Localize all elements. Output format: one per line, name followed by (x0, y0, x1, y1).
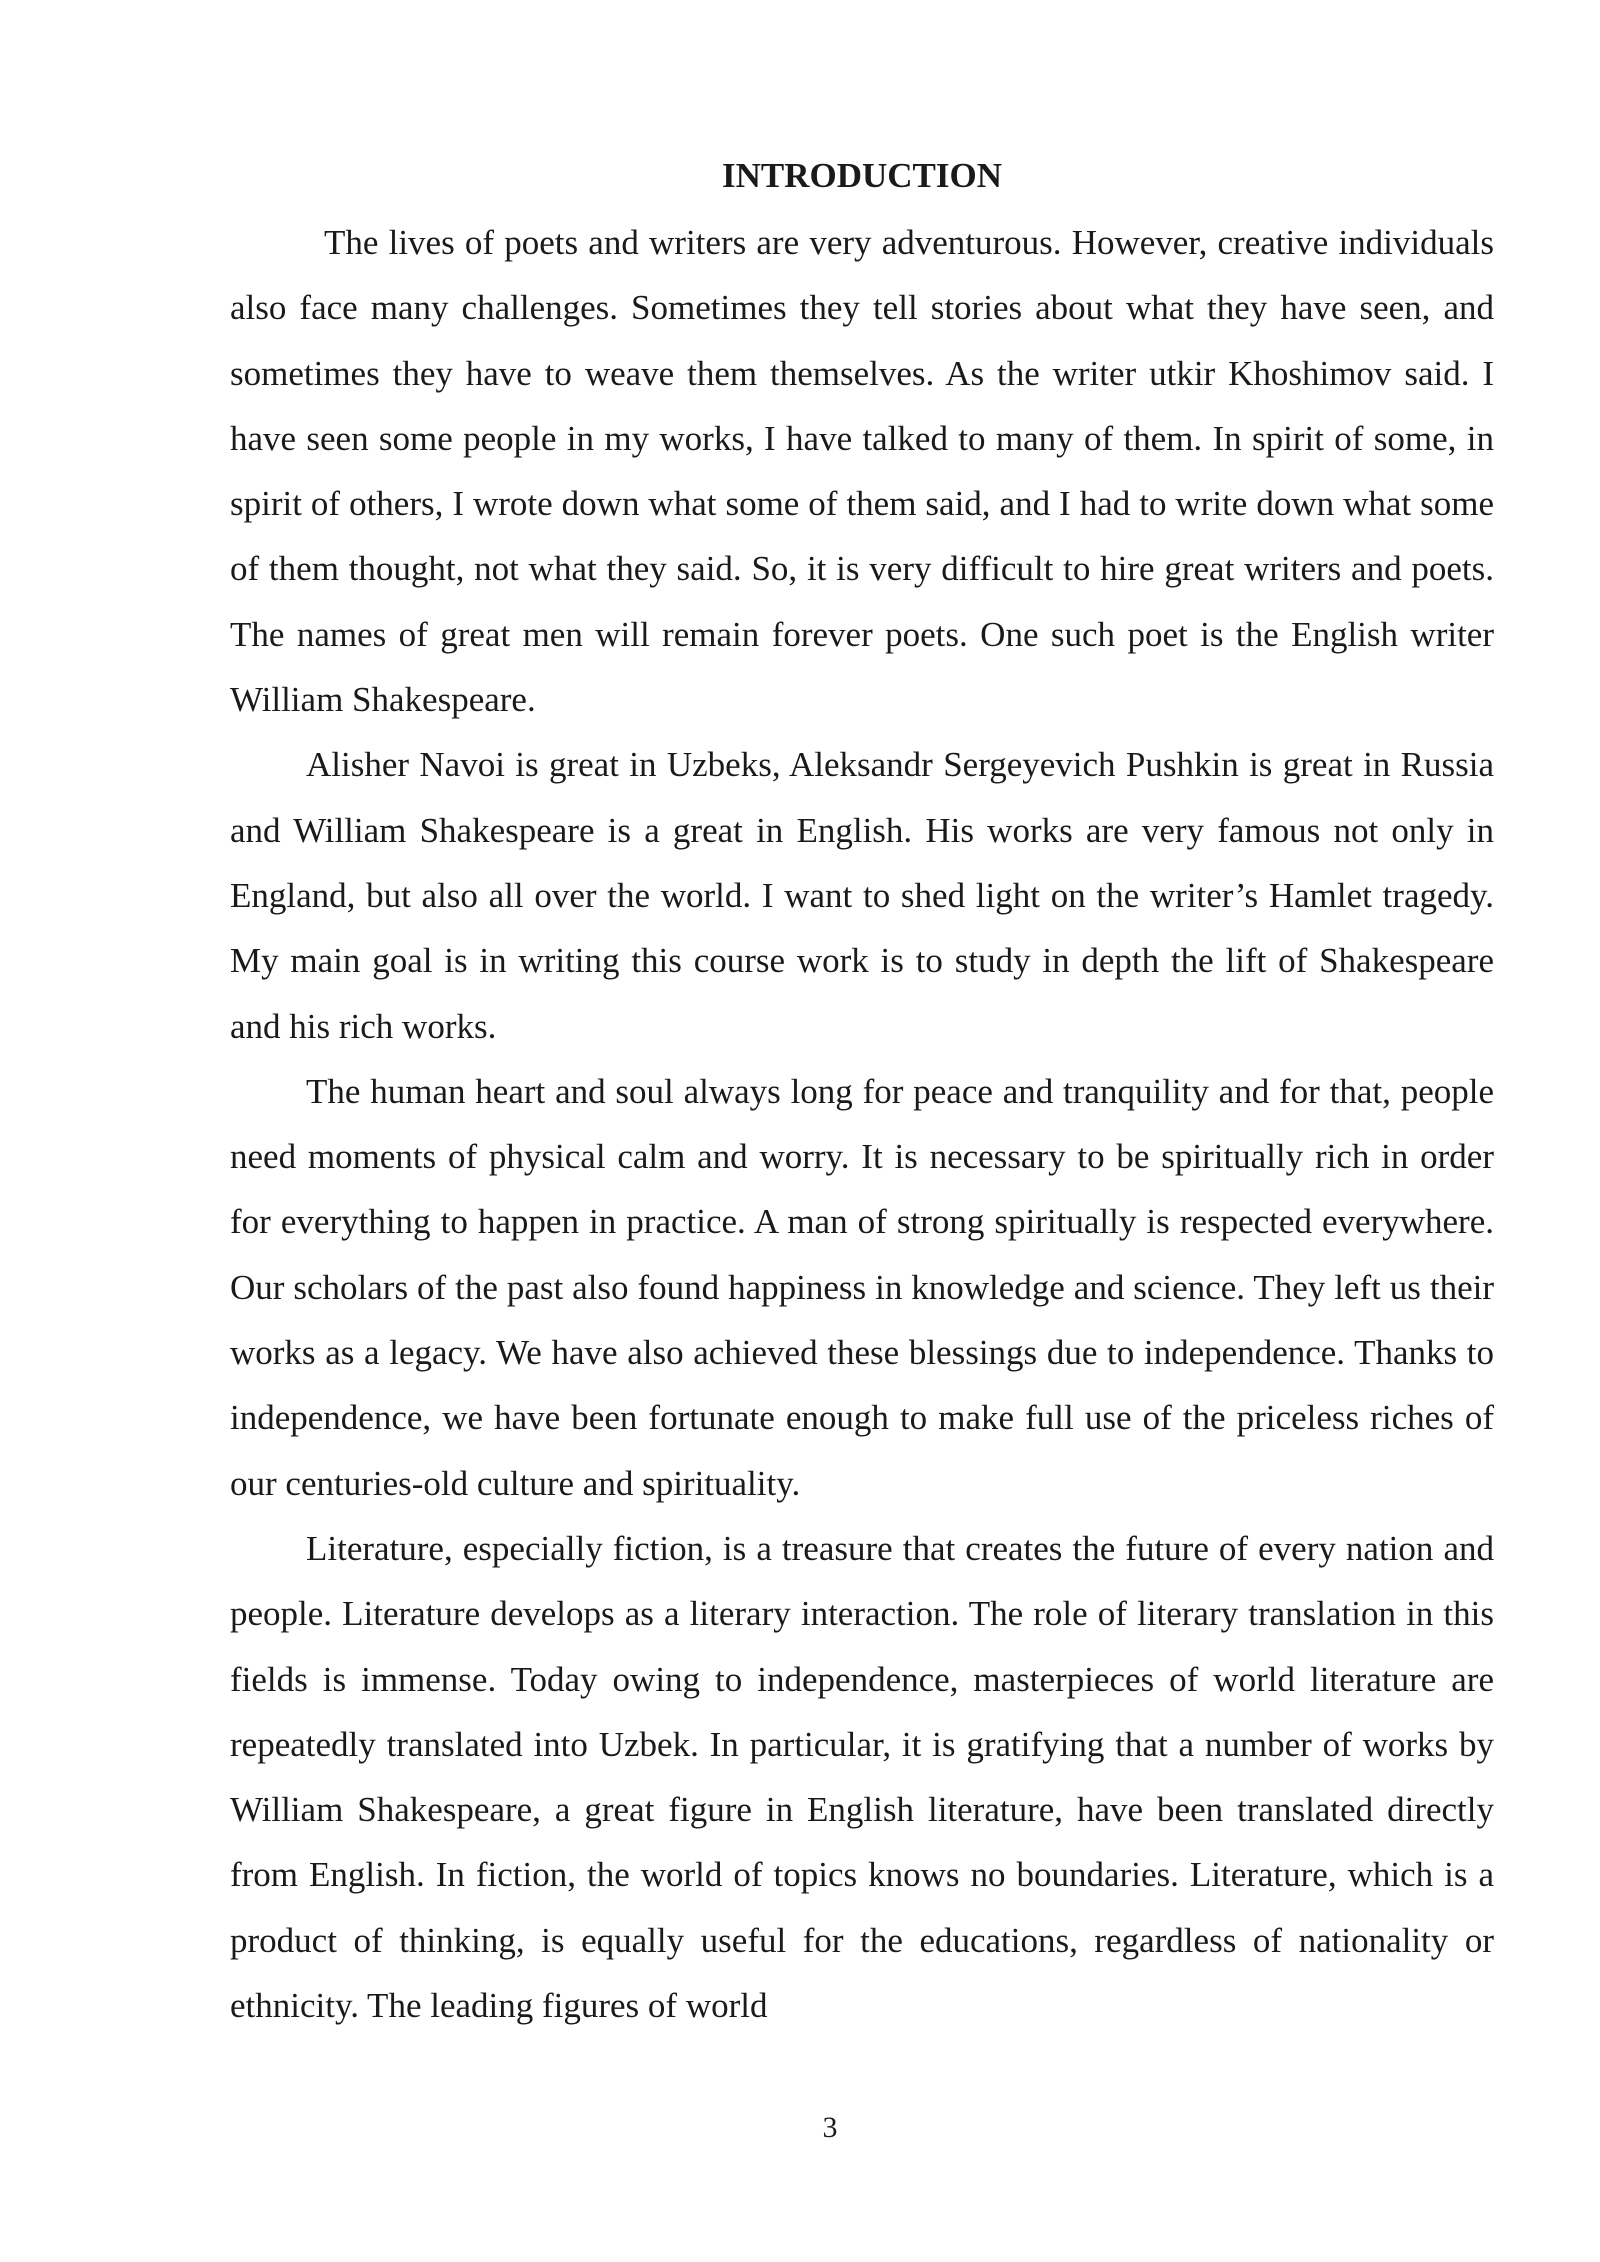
section-heading: INTRODUCTION (721, 156, 1003, 195)
paragraph-3: The human heart and soul always long for peace and tranquility and for that, people need moments of physical calm and worry. It is necessary to be spiritually rich in order for everything to happen in practice. A man of strong spiritually is respected everywhere. Our scholars of the past also found happiness in knowledge and science. They left us their works as a legacy. We have also achieved these blessings due to independence. Thanks to independence, we have been fortunate enough to make full use of the priceless riches of our centuries-old culture and spirituality. (230, 1071, 1494, 1503)
page-body (230, 148, 1494, 2038)
paragraph-4: Literature, especially fiction, is a treasure that creates the future of every nation and people. Literature develops as a literary interaction. The role of literary translation in this fields is immense. Today owing to independence, masterpieces of world literature are repeatedly translated into Uzbek. In particular, it is gratifying that a number of works by William Shakespeare, a great figure in English literature, have been translated directly from English. In fiction, the world of topics knows no boundaries. Literature, which is a product of thinking, is equally useful for the educations, regardless of nationality or ethnicity. The leading figures of world (230, 1528, 1494, 2026)
page-number: 3 (822, 2111, 838, 2144)
paragraph-1: The lives of poets and writers are very adventurous. However, creative individuals also face many challenges. Sometimes they tell stories about what they have seen, and sometimes they have to weave them themselves. As the writer utkir Khoshimov said. I have seen some people in my works, I have talked to many of them. In spirit of some, in spirit of others, I wrote down what some of them said, and I had to write down what some of them thought, not what they said. So, it is very difficult to hire great writers and poets. The names of great men will remain forever poets. One such poet is the English writer William Shakespeare. (230, 223, 1494, 720)
paragraph-2: Alisher Navoi is great in Uzbeks, Aleksandr Sergeyevich Pushkin is great in Russia and William Shakespeare is a great in English. His works are very famous not only in England, but also all over the world. I want to shed light on the writer’s Hamlet tragedy. My main goal is in writing this course work is to study in depth the lift of Shakespeare and his rich works. (230, 745, 1494, 1046)
